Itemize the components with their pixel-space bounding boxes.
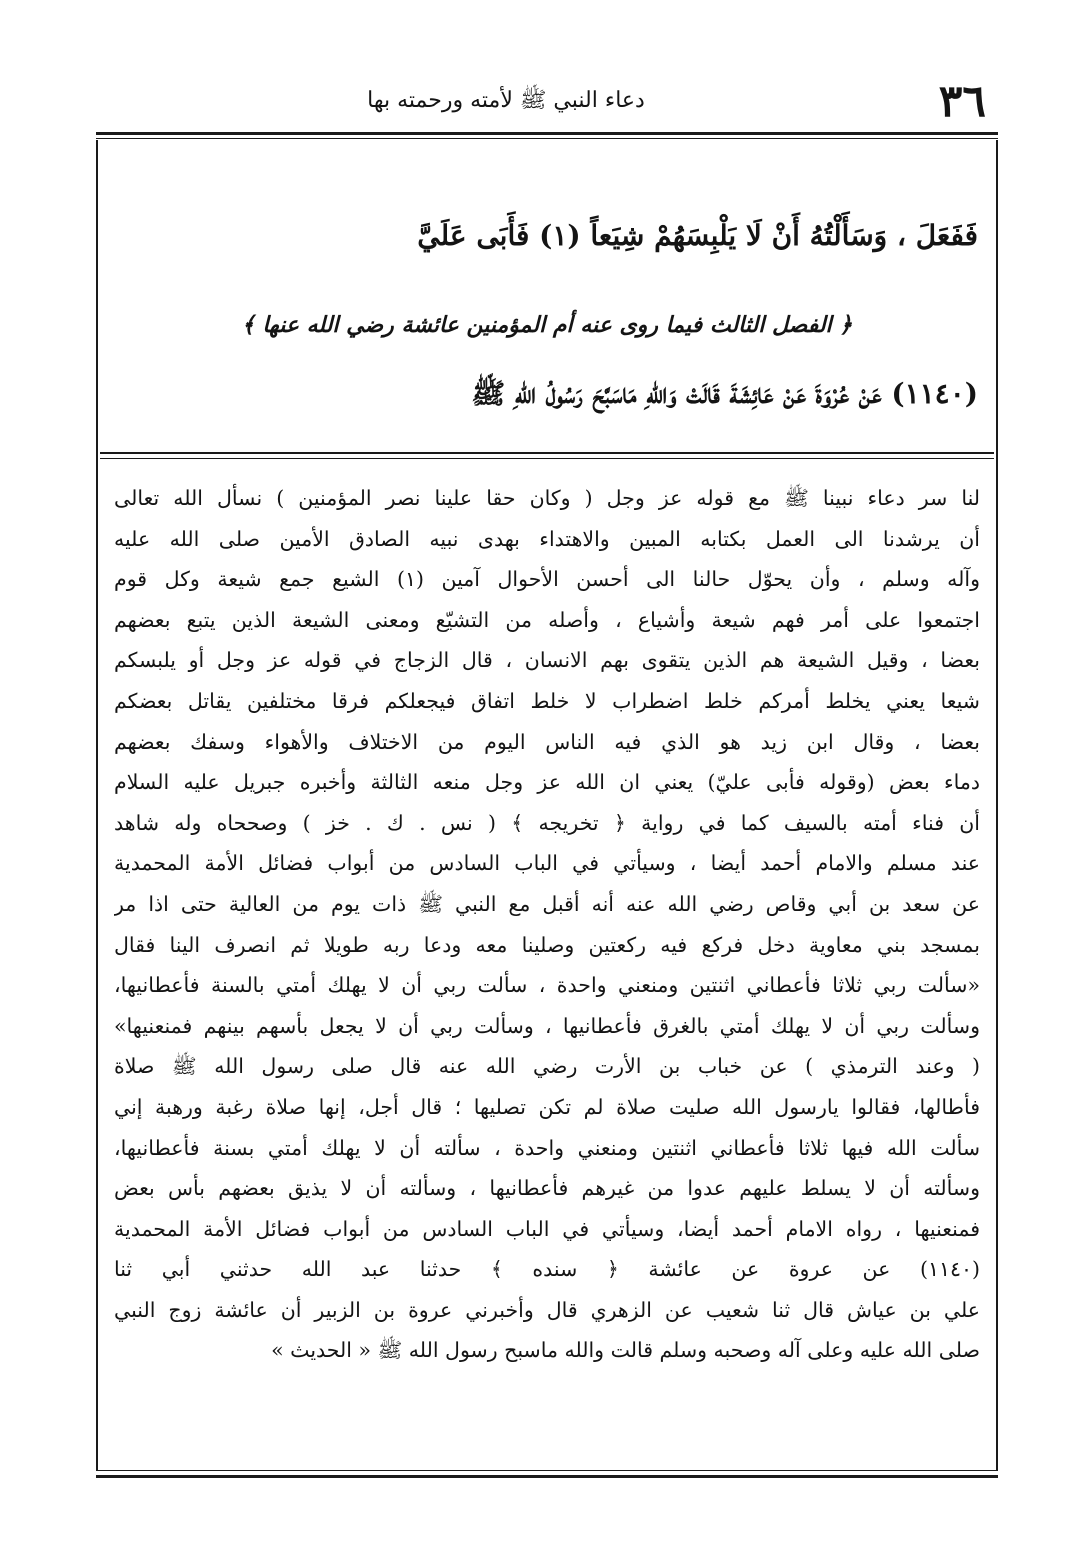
page-number: ٣٦ [938,76,986,127]
hadith-text-line-1: فَفَعَلَ ، وَسَأَلْتُهُ أَنْ لَا يَلْبِسَهُمْ شِيَعاً (١) فَأَبَى عَلَيَّ [417,219,978,252]
commentary-line: عند مسلم والامام أحمد أيضا ، وسيأتي في الباب السادس من أبواب فضائل الأمة المحمدية [114,851,980,876]
commentary-line: وآله وسلم ، وأن يحوّل حالنا الى أحسن الأحوال آمين (١) الشيع جمع شيعة وكل قوم [114,567,980,592]
commentary-line: عن سعد بن أبي وقاص رضي الله عنه أنه أقبل مع النبي ﷺ ذات يوم من العالية حتى اذا مر [114,891,980,916]
commentary-line: اجتمعوا على أمر فهم شيعة وأشياع ، وأصله من التشيّع ومعنى الشيعة الذين يتبع بعضهم [114,607,980,632]
section-divider-thin [100,458,994,459]
chapter-heading: ﴿ الفصل الثالث فيما روى عنه أم المؤمنين عائشة رضي الله عنها ﴾ [241,312,853,338]
commentary-line: أن فناء أمته بالسيف كما في رواية ﴿ تخريجه ﴾ ( نس . ك . خز ) وصححاه وله شاهد [114,810,980,835]
section-divider [100,452,994,454]
commentary-line: «سألت ربي ثلاثا فأعطاني اثنتين ومنعني واحدة ، سألت ربي أن لا يهلك أمتي بالسنة فأعطانيها، [114,973,980,998]
footer-rule-thin [96,1470,998,1471]
commentary-line: لنا سر دعاء نبينا ﷺ مع قوله عز وجل ( وكان حقا علينا نصر المؤمنين ) نسأل الله تعالى [114,486,980,510]
commentary-line: سألت الله فيها ثلاثا فأعطاني اثنتين ومنعني واحدة ، سألته أن لا يهلك أمتي بسنة فأعطانيها، [114,1135,980,1160]
commentary-line: شيعا يعني يخلط أمركم خلط اضطراب لا خلط اتفاق فيجعلكم فرقا مختلفين يقاتل بعضكم [114,688,980,713]
commentary-line: وسألته أن لا يسلط عليهم عدوا من غيرهم فأعطانيها ، وسألته أن لا يذيق بعضهم بأس بعض [114,1176,980,1201]
hadith-text-line-2: (١١٤٠) عَنْ عُرْوَةَ عَنْ عَائِشَةَ قَالَتْ وَاللّٰهِ مَاسَبَّحَ رَسُولُ اللّٰهِ ﷺ [471,377,978,410]
commentary-line: دماء بعض (وقوله فأبى عليّ) يعني ان الله عز وجل منعه الثالثة وأخبره جبريل عليه السلام [114,770,980,795]
commentary-line: وسألت ربي أن لا يهلك أمتي بالغرق فأعطانيها ، وسألت ربي أن لا يجعل بأسهم بينهم فمنعنيها» [114,1013,980,1038]
header-rule [96,132,998,135]
commentary-line: (١١٤٠) عن عروة عن عائشة ﴿ سنده ﴾ حدثنا عبد الله حدثني أبي ثنا [114,1257,980,1282]
commentary-line: بعضا ، وقال ابن زيد هو الذي فيه الناس اليوم من الاختلاف والأهواء وسفك بعضهم [114,729,980,754]
commentary-line: بمسجد بني معاوية دخل فركع فيه ركعتين وصلينا معه ودعا ربه طويلا ثم انصرف الينا فقال [114,932,980,957]
commentary-line: ( وعند الترمذي ) عن خباب بن الأرت رضي الله عنه قال صلى رسول الله ﷺ صلاة [114,1054,980,1079]
page [96,72,998,1482]
commentary-line: صلى الله عليه وعلى آله وصحبه وسلم قالت والله ماسبح رسول الله ﷺ « الحديث » [271,1338,980,1363]
text-frame [96,140,998,1470]
footer-rule [96,1475,998,1478]
commentary [114,478,980,1371]
header-rule-thin [96,138,998,139]
page-header [96,72,998,130]
commentary-line: فمنعنيها ، رواه الامام أحمد أيضا، وسيأتي في الباب السادس من أبواب فضائل الأمة المحمدية [114,1216,980,1241]
commentary-line: بعضا ، وقيل الشيعة هم الذين يتقوى بهم الانسان ، قال الزجاج في قوله عز وجل أو يلبسكم [114,648,980,673]
commentary-line: فأطالها، فقالوا يارسول الله صليت صلاة لم تكن تصليها ؛ قال أجل، إنها صلاة رغبة ورهبة إني [114,1094,980,1119]
running-title: دعاء النبي ﷺ لأمته ورحمته بها [367,88,645,113]
commentary-line: علي بن عياش قال ثنا شعيب عن الزهري قال وأخبرني عروة بن الزبير أن عائشة زوج النبي [114,1297,980,1322]
commentary-line: أن يرشدنا الى العمل بكتابه المبين والاهتداء بهدى نبيه الصادق الأمين صلى الله عليه [114,526,980,551]
